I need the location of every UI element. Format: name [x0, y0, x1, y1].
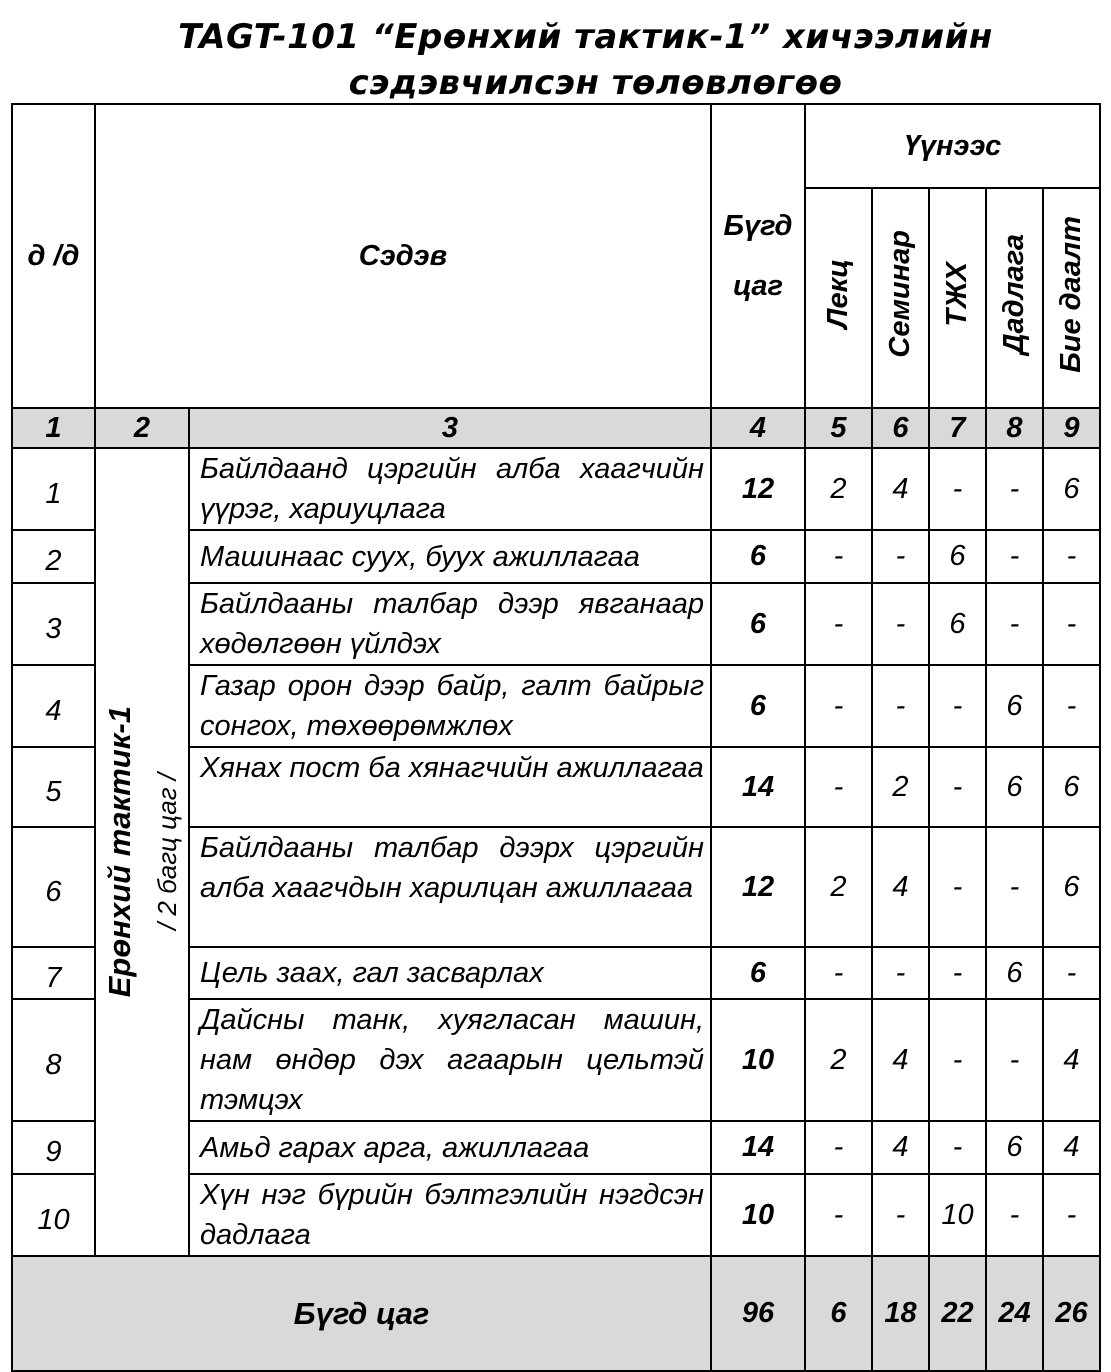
row-total-hours: 12 — [711, 827, 805, 947]
header-tzhkh-label: ТЖХ — [941, 261, 973, 327]
row-seminar-hours: 2 — [872, 747, 929, 827]
totals-tzhkh: 22 — [929, 1256, 986, 1371]
row-lecture-hours: - — [805, 747, 872, 827]
row-topic: Байлдааны талбар дээрх цэргийн алба хаагчдын харилцан ажиллагаа — [189, 827, 711, 947]
column-number: 4 — [711, 408, 805, 448]
row-total-hours: 6 — [711, 665, 805, 747]
row-practice-hours: 6 — [986, 1121, 1043, 1174]
header-practice-label: Дадлага — [998, 233, 1030, 355]
row-number: 10 — [12, 1174, 95, 1256]
row-number: 5 — [12, 747, 95, 827]
header-independent — [1043, 188, 1100, 408]
column-number: 3 — [189, 408, 711, 448]
totals-row — [12, 1256, 1100, 1371]
column-number: 5 — [805, 408, 872, 448]
row-independent-hours: 4 — [1043, 999, 1100, 1121]
row-tzhkh-hours: - — [929, 1121, 986, 1174]
header-components: Үүнээс — [805, 104, 1100, 188]
row-number: 9 — [12, 1121, 95, 1174]
column-number: 6 — [872, 408, 929, 448]
row-number: 6 — [12, 827, 95, 947]
row-independent-hours: - — [1043, 1174, 1100, 1256]
row-topic: Амьд гарах арга, ажиллагаа — [189, 1121, 711, 1174]
row-number: 8 — [12, 999, 95, 1121]
row-practice-hours: - — [986, 1174, 1043, 1256]
row-lecture-hours: 2 — [805, 827, 872, 947]
subject-name: Ерөнхий тактик-1 — [101, 706, 137, 998]
row-tzhkh-hours: 6 — [929, 530, 986, 583]
column-number: 2 — [95, 408, 189, 448]
row-independent-hours: - — [1043, 665, 1100, 747]
header-lecture — [805, 188, 872, 408]
header-topic: Сэдэв — [95, 104, 711, 408]
row-seminar-hours: - — [872, 1174, 929, 1256]
row-total-hours: 10 — [711, 1174, 805, 1256]
row-topic: Машинаас суух, буух ажиллагаа — [189, 530, 711, 583]
column-number-row — [12, 408, 1100, 448]
header-independent-label: Бие даалт — [1055, 215, 1087, 373]
subject-credit-note: / 2 багц цаг / — [151, 773, 182, 931]
row-practice-hours: - — [986, 530, 1043, 583]
column-number: 1 — [12, 408, 95, 448]
subject-name-cell — [95, 448, 189, 1256]
totals-label: Бүгд цаг — [12, 1256, 711, 1371]
row-seminar-hours: 4 — [872, 827, 929, 947]
row-practice-hours: 6 — [986, 665, 1043, 747]
row-independent-hours: - — [1043, 947, 1100, 999]
row-total-hours: 6 — [711, 947, 805, 999]
row-total-hours: 10 — [711, 999, 805, 1121]
row-tzhkh-hours: - — [929, 448, 986, 530]
row-independent-hours: 6 — [1043, 448, 1100, 530]
row-topic: Байлдааны талбар дээр явганаар хөдөлгөөн үйлдэх — [189, 583, 711, 665]
header-number: д /д — [12, 104, 95, 408]
document-title-line1: TAGT-101 “Ерөнхий тактик-1” хичээлийн — [178, 17, 993, 57]
header-seminar-label: Семинар — [884, 230, 916, 358]
row-number: 4 — [12, 665, 95, 747]
totals-independent: 26 — [1043, 1256, 1100, 1371]
row-lecture-hours: 2 — [805, 999, 872, 1121]
row-number: 2 — [12, 530, 95, 583]
totals-practice: 24 — [986, 1256, 1043, 1371]
totals-lecture: 6 — [805, 1256, 872, 1371]
row-tzhkh-hours: - — [929, 747, 986, 827]
header-lecture-label: Лекц — [822, 259, 854, 329]
row-practice-hours: - — [986, 448, 1043, 530]
header-row-1 — [12, 104, 1100, 188]
header-total-hours: Бүгд цаг — [711, 104, 805, 408]
row-seminar-hours: - — [872, 665, 929, 747]
row-practice-hours: - — [986, 999, 1043, 1121]
row-independent-hours: 6 — [1043, 827, 1100, 947]
row-lecture-hours: - — [805, 1174, 872, 1256]
row-total-hours: 12 — [711, 448, 805, 530]
row-independent-hours: 4 — [1043, 1121, 1100, 1174]
row-number: 1 — [12, 448, 95, 530]
row-lecture-hours: 2 — [805, 448, 872, 530]
row-tzhkh-hours: - — [929, 947, 986, 999]
row-independent-hours: - — [1043, 583, 1100, 665]
row-lecture-hours: - — [805, 947, 872, 999]
row-tzhkh-hours: 6 — [929, 583, 986, 665]
row-seminar-hours: - — [872, 530, 929, 583]
row-number: 3 — [12, 583, 95, 665]
row-independent-hours: 6 — [1043, 747, 1100, 827]
row-total-hours: 6 — [711, 530, 805, 583]
row-topic: Цель заах, гал засварлах — [189, 947, 711, 999]
row-independent-hours: - — [1043, 530, 1100, 583]
row-practice-hours: 6 — [986, 747, 1043, 827]
row-practice-hours: 6 — [986, 947, 1043, 999]
row-seminar-hours: 4 — [872, 1121, 929, 1174]
row-topic: Хянах пост ба хянагчийн ажиллагаа — [189, 747, 711, 827]
thematic-plan-table — [11, 103, 1101, 1372]
row-practice-hours: - — [986, 827, 1043, 947]
row-topic: Хүн нэг бүрийн бэлтгэлийн нэгдсэн дадлага — [189, 1174, 711, 1256]
row-practice-hours: - — [986, 583, 1043, 665]
row-tzhkh-hours: - — [929, 999, 986, 1121]
header-seminar — [872, 188, 929, 408]
table-row — [12, 448, 1100, 530]
row-total-hours: 14 — [711, 1121, 805, 1174]
header-practice — [986, 188, 1043, 408]
document-title-line2: сэдэвчилсэн төлөвлөгөө — [348, 63, 843, 103]
row-topic: Байлдаанд цэргийн алба хаагчийн үүрэг, хариуцлага — [189, 448, 711, 530]
column-number: 9 — [1043, 408, 1100, 448]
column-number: 8 — [986, 408, 1043, 448]
row-lecture-hours: - — [805, 665, 872, 747]
row-lecture-hours: - — [805, 530, 872, 583]
row-tzhkh-hours: - — [929, 665, 986, 747]
row-topic: Газар орон дээр байр, галт байрыг сонгох, төхөөрөмжлөх — [189, 665, 711, 747]
row-seminar-hours: 4 — [872, 999, 929, 1121]
row-tzhkh-hours: - — [929, 827, 986, 947]
row-number: 7 — [12, 947, 95, 999]
column-number: 7 — [929, 408, 986, 448]
totals-seminar: 18 — [872, 1256, 929, 1371]
row-total-hours: 6 — [711, 583, 805, 665]
row-tzhkh-hours: 10 — [929, 1174, 986, 1256]
row-lecture-hours: - — [805, 1121, 872, 1174]
row-lecture-hours: - — [805, 583, 872, 665]
row-topic: Дайсны танк, хуягласан машин, нам өндөр дэх агаарын цельтэй тэмцэх — [189, 999, 711, 1121]
row-total-hours: 14 — [711, 747, 805, 827]
row-seminar-hours: - — [872, 583, 929, 665]
header-tzhkh — [929, 188, 986, 408]
totals-total: 96 — [711, 1256, 805, 1371]
row-seminar-hours: 4 — [872, 448, 929, 530]
row-seminar-hours: - — [872, 947, 929, 999]
